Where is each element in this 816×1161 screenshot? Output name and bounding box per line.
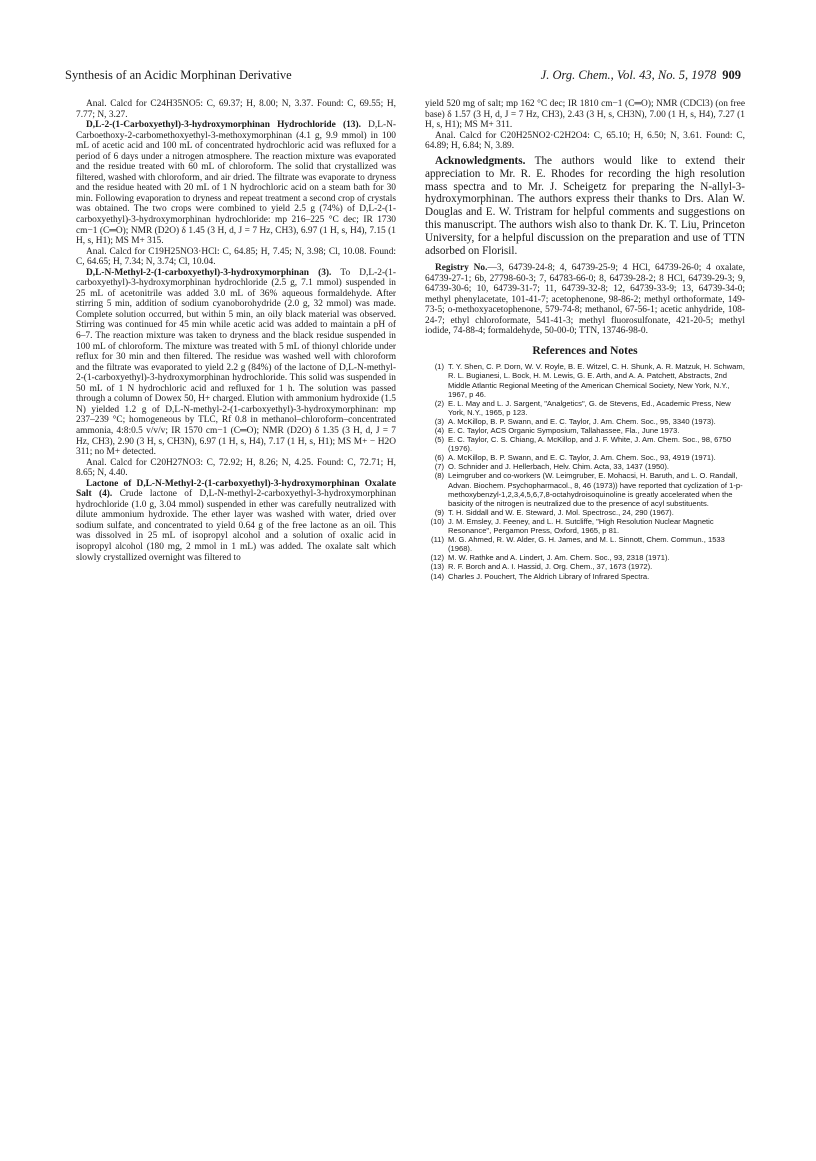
journal-name: J. Org. Chem., Vol. 43, No. 5, 1978 <box>540 68 717 82</box>
reference-number: (5) <box>434 435 444 445</box>
reference-number: (11) <box>431 535 444 545</box>
reference-text: Charles J. Pouchert, The Aldrich Library of Infrared Spectra. <box>448 571 650 581</box>
analysis-paragraph: Anal. Calcd for C20H25NO2·C2H2O4: C, 65.10; H, 6.50; N, 3.61. Found: C, 64.89; H, 6.84; N, 3.89. <box>425 130 745 152</box>
reference-text: E. C. Taylor, ACS Organic Symposium, Tallahassee, Fla., June 1973. <box>448 426 680 436</box>
references-heading: References and Notes <box>532 344 638 357</box>
reference-text: A. McKillop, B. P. Swann, and E. C. Taylor, J. Am. Chem. Soc., 95, 3340 (1973). <box>448 416 716 426</box>
running-header <box>65 68 741 84</box>
reference-text: T. H. Siddall and W. E. Steward, J. Mol. Spectrosc., 24, 290 (1967). <box>448 507 674 517</box>
reference-number: (13) <box>430 562 444 572</box>
reference-text: A. McKillop, B. P. Swann, and E. C. Taylor, J. Am. Chem. Soc., 93, 4919 (1971). <box>448 453 716 463</box>
reference-item <box>425 572 745 581</box>
registry-paragraph <box>425 263 745 337</box>
reference-item <box>425 417 745 426</box>
continued-paragraph: yield 520 mg of salt; mp 162 °C dec; IR 1810 cm−1 (C═O); NMR (CDCl3) (on free base) δ 1.57 (3 H, d, J = 7 Hz, CH3), 2.43 (3 H, s, CH3N), 7.00 (1 H, s, H4), 7.27 (1 H, s, H1); MS M+ 311. <box>425 99 745 131</box>
reference-number: (1) <box>434 362 444 372</box>
reference-number: (14) <box>430 571 444 581</box>
reference-number: (8) <box>434 471 444 481</box>
analysis-paragraph: Anal. Calcd for C19H25NO3·HCl: C, 64.85; H, 7.45; N, 3.98; Cl, 10.08. Found: C, 64.65; H, 7.34; N, 3.74; Cl, 10.04. <box>76 246 396 268</box>
reference-text: R. F. Borch and A. I. Hassid, J. Org. Chem., 37, 1673 (1972). <box>448 562 653 572</box>
reference-item <box>425 362 745 398</box>
reference-text: T. Y. Shen, C. P. Dorn, W. V. Royle, B. E. Witzel, C. H. Shunk, A. R. Matzuk, H. Schwam, R. L. Bugianesi, L. Bock, H. M. Lewis, G. E. Arth, and A. A. Patchett, Abstracts, 2nd Middle Atlantic Regional Meeting of the American Chemical Society, New York, N.Y., 1967, p 46. <box>448 362 745 399</box>
acknowledgments-title: Acknowledgments. <box>435 154 526 167</box>
reference-text: Leimgruber and co-workers (W. Leimgruber, E. Mohacsi, H. Baruth, and L. O. Randall, Advan. Biochem. Psychopharmacol., 8, 46 (1973)) have reported that cyclization of 1-p-methoxybenzyl-1,2,3,4,5,6,7,8-octahydroisoquinoline is greatly accelerated when the basicity of the nitrogen is neutralized due to the presence of acyl substituents. <box>448 471 743 508</box>
reference-number: (3) <box>434 416 444 426</box>
acknowledgments-body: The authors would like to extend their appreciation to Mr. R. E. Rhodes for recording the high resolution mass spectra and to Mr. J. Scheigetz for preparing the N-allyl-3-hydroxymorphinan. The authors express their thanks to Drs. Alan W. Douglas and E. W. Tristram for helpful comments and suggestions on this manuscript. The authors wish also to thank Dr. K. T. Liu, Princeton University, for a helpful discussion on the preparation and use of TTN adsorbed on Florisil. <box>425 154 745 258</box>
acknowledgments-paragraph <box>425 155 745 258</box>
procedure-body: To D,L-2-(1-carboxyethyl)-3-hydroxymorphinan hydrochloride (2.5 g, 7.1 mmol) suspended in 25 mL of acetonitrile was added 3.0 mL of 36% aqueous formaldehyde. After stirring 5 min, addition of sodium cyanoborohydride (2.0 g, 32 mmol) was made. Complete solution occurred, but within 5 min, an oily black material was observed. Stirring was continued for 45 min while acetic acid was added to maintain a pH of 6–7. The reaction mixture was taken to dryness and the black residue suspended in 100 mL of chloroform. The mixture was treated with 5 mL of thionyl chloride under reflux for 30 min and then filtered. The residue was washed well with chloroform and the filtrate was evaporated to yield 2.2 g (84%) of the lactone of D,L-N-methyl-2-(1-carboxyethyl)-3-hydroxymorphinan hydrochloride. This solid was suspended in 50 mL of 1 N hydrochloric acid and refluxed for 1 h. The solution was passed through a column of Dowex 50, H+ charged. Elution with ammonium hydroxide (1.5 N) yielded 1.2 g of D,L-N-methyl-2-(1-carboxyethyl)-3-hydroxymorphinan: mp 237–239 °C; homogeneous by TLC, Rf 0.8 in methanol–chloroform–concentrated ammonia, 4:8:0.5 v/v/v; IR 1570 cm−1 (C═O); NMR (D2O) δ 1.35 (3 H, d, J = 7 Hz, CH3), 2.90 (3 H, s, CH3N), 6.97 (1 H, s, H4), 7.17 (1 H, s, H1); MS M+ − H2O 311; no M+ detected. <box>76 267 396 458</box>
procedure-paragraph <box>76 268 396 458</box>
procedure-title: D,L-2-(1-Carboxyethyl)-3-hydroxymorphinan Hydrochloride (13). <box>86 120 361 131</box>
procedure-paragraph <box>76 479 396 563</box>
reference-number: (9) <box>434 507 444 517</box>
page-number: 909 <box>722 68 741 82</box>
references-list <box>425 362 745 580</box>
reference-item <box>425 535 745 553</box>
left-column <box>76 99 396 563</box>
running-title: Synthesis of an Acidic Morphinan Derivative <box>65 68 292 82</box>
reference-item <box>425 508 745 517</box>
reference-text: E. L. May and L. J. Sargent, "Analgetics", G. de Stevens, Ed., Academic Press, New York, N.Y., 1965, p 123. <box>448 398 731 417</box>
reference-text: O. Schnider and J. Hellerbach, Helv. Chim. Acta, 33, 1437 (1950). <box>448 462 670 472</box>
reference-number: (7) <box>434 462 444 472</box>
journal-citation <box>541 68 741 83</box>
reference-item <box>425 562 745 571</box>
right-column <box>425 99 745 581</box>
analysis-paragraph: Anal. Calcd for C24H35NO5: C, 69.37; H, 8.00; N, 3.37. Found: C, 69.55; H, 7.77; N, 3.27. <box>76 99 396 120</box>
reference-item <box>425 399 745 417</box>
analysis-paragraph: Anal. Calcd for C20H27NO3: C, 72.92; H, 8.26; N, 4.25. Found: C, 72.71; H, 8.65; N, 4.40. <box>76 457 396 479</box>
reference-item <box>425 453 745 462</box>
reference-item <box>425 462 745 471</box>
registry-title: Registry No. <box>435 262 488 273</box>
procedure-title: D,L-N-Methyl-2-(1-carboxyethyl)-3-hydroxymorphinan (3). <box>86 267 332 278</box>
reference-number: (6) <box>434 453 444 463</box>
procedure-title: Lactone of D,L-N-Methyl-2-(1-carboxyethyl)-3-hydroxymorphinan Oxalate Salt (4). <box>76 478 396 500</box>
reference-text: E. C. Taylor, C. S. Chiang, A. McKillop, and J. F. White, J. Am. Chem. Soc., 98, 6750 (1976). <box>448 435 732 454</box>
procedure-body: D,L-N-Carboethoxy-2-carbomethoxyethyl-3-methoxymorphinan (4.1 g, 9.9 mmol) in 100 mL of acetic acid and 100 mL of concentrated hydrochloric acid was refluxed for a period of 6 days under a nitrogen atmosphere. The reaction mixture was evaporated and the residue treated with 60 mL of chloroform. The solid that crystallized was filtered, washed with chloroform, and air dried. The filtrate was evaporate to dryness and the residue heated with 20 mL of 1 N hydrochloric acid on a steam bath for 30 min. Following evaporation to dryness and repeat treatment a second crop of crystals was obtained. The two crops were combined to yield 2.5 g (74%) of D,L-2-(1-carboxyethyl)-3-hydroxymorphinan hydrochloride: mp 216–225 °C dec; IR 1730 cm−1 (C═O); NMR (D2O) δ 1.45 (3 H, d, J = 7 Hz, CH3), 6.97 (1 H, s, H4), 7.15 (1 H, s, H1); MS M+ 315. <box>76 120 396 247</box>
reference-item <box>425 435 745 453</box>
reference-text: M. W. Rathke and A. Lindert, J. Am. Chem. Soc., 93, 2318 (1971). <box>448 553 670 563</box>
reference-text: J. M. Emsley, J. Feeney, and L. H. Sutcliffe, "High Resolution Nuclear Magnetic Resonance", Pergamon Press, Oxford, 1965, p 81. <box>448 516 714 536</box>
procedure-paragraph <box>76 120 396 247</box>
reference-number: (2) <box>434 398 444 408</box>
reference-number: (10) <box>430 516 444 526</box>
procedure-body: Crude lactone of D,L-N-methyl-2-carboxyethyl-3-hydroxymorphinan hydrochloride (1.0 g, 3.04 mmol) suspended in ether was carefully neutralized with dilute ammonium hydroxide. The ether layer was washed with water, dried over sodium sulfate, and concentrated to yield 0.64 g of the free lactone as an oil. This was dissolved in 25 mL of isopropyl alcohol and a solution of oxalic acid in isopropyl alcohol (180 mg, 2 mmol in 1 mL) was added. The oxalate salt which slowly crystallized overnight was filtered to <box>76 489 397 563</box>
reference-number: (12) <box>430 553 444 563</box>
reference-item <box>425 426 745 435</box>
registry-body: —3, 64739-24-8; 4, 64739-25-9; 4 HCl, 64739-26-0; 4 oxalate, 64739-27-1; 6b, 27798-60-3; 7, 64783-66-0; 8, 64739-28-2; 8 HCl, 64739-29-3; 9, 64739-30-6; 10, 64739-31-7; 11, 64739-32-8; 12, 64739-33-9; 13, 64739-34-0; methyl phenylacetate, 101-41-7; acetophenone, 98-86-2; methyl orthoformate, 149-73-5; o-methoxyacetophenone, 579-74-8; methanol, 67-56-1; acetic anhydride, 108-24-7; ethyl chloroformate, 541-41-3; methyl fluorosulfonate, 421-20-5; methyl iodide, 74-88-4; formaldehyde, 50-00-0; TTN, 13746-98-0. <box>425 262 745 337</box>
reference-item <box>425 471 745 507</box>
reference-text: M. G. Ahmed, R. W. Alder, G. H. James, and M. L. Sinnott, Chem. Commun., 1533 (1968). <box>448 535 725 554</box>
reference-item <box>425 553 745 562</box>
reference-number: (4) <box>434 426 444 436</box>
reference-item <box>425 517 745 535</box>
